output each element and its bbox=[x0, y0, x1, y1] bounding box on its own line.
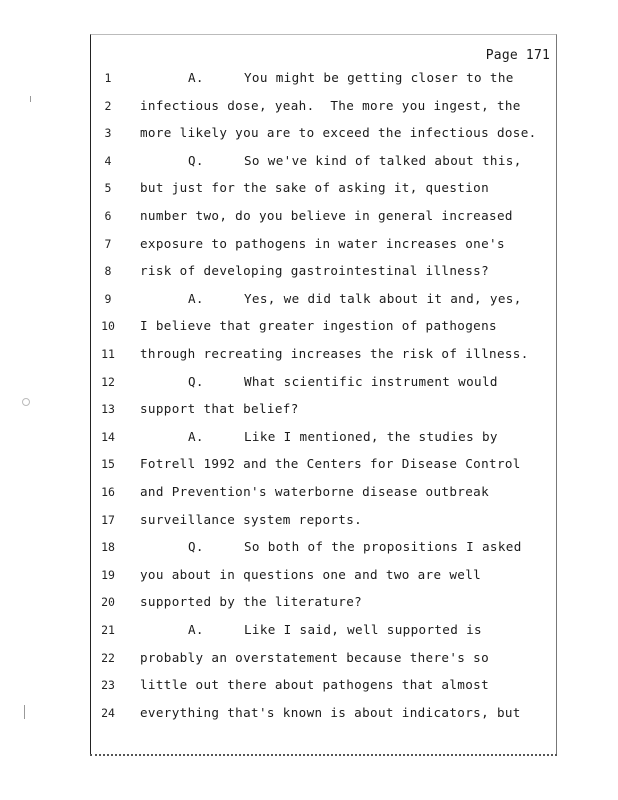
line-content: You might be getting closer to the bbox=[244, 70, 514, 85]
line-number: 16 bbox=[101, 485, 115, 499]
line-number: 5 bbox=[104, 181, 112, 196]
transcript-line bbox=[140, 456, 556, 471]
transcript-line bbox=[140, 70, 556, 85]
transcript-line bbox=[140, 263, 556, 278]
page-bottom-border bbox=[90, 754, 557, 758]
binder-hole-mark bbox=[22, 398, 30, 406]
binder-edge-mark bbox=[30, 96, 31, 102]
transcript-line bbox=[140, 98, 556, 113]
speaker-label: A. bbox=[188, 428, 204, 444]
line-content: supported by the literature? bbox=[140, 594, 363, 610]
line-number: 19 bbox=[101, 567, 115, 582]
speaker-label: A. bbox=[188, 622, 204, 637]
transcript-line bbox=[140, 594, 556, 609]
page-number: Page 171 bbox=[485, 48, 550, 63]
transcript-line bbox=[140, 484, 556, 499]
line-content: risk of developing gastrointestinal illness? bbox=[140, 263, 490, 279]
transcript-line bbox=[140, 705, 556, 720]
line-content: you about in questions one and two are well bbox=[140, 566, 482, 582]
speaker-label: Q. bbox=[188, 152, 204, 168]
line-number: 10 bbox=[101, 319, 115, 334]
transcript-line bbox=[140, 208, 556, 223]
transcript-line bbox=[140, 180, 556, 195]
transcript-line bbox=[140, 512, 556, 527]
transcript-line bbox=[140, 236, 556, 251]
line-number: 22 bbox=[101, 650, 115, 665]
transcript-line bbox=[140, 125, 556, 140]
line-content: probably an overstatement because there's so bbox=[140, 649, 490, 665]
line-number: 18 bbox=[101, 540, 115, 555]
line-content: surveillance system reports. bbox=[140, 511, 363, 527]
line-content: So both of the propositions I asked bbox=[244, 539, 522, 555]
line-content: I believe that greater ingestion of pathogens bbox=[140, 318, 497, 334]
line-content: Fotrell 1992 and the Centers for Disease Control bbox=[140, 456, 521, 472]
transcript-line bbox=[140, 567, 556, 582]
line-number: 15 bbox=[101, 457, 115, 472]
speaker-label: A. bbox=[188, 290, 204, 306]
line-number: 3 bbox=[104, 126, 112, 141]
speaker-label: Q. bbox=[188, 539, 204, 555]
transcript-line bbox=[140, 650, 556, 665]
transcript-line bbox=[140, 401, 556, 416]
line-number: 4 bbox=[104, 153, 112, 168]
line-number: 9 bbox=[104, 291, 112, 306]
line-content: but just for the sake of asking it, question bbox=[140, 180, 490, 196]
line-number: 23 bbox=[101, 678, 115, 693]
transcript-line bbox=[140, 677, 556, 692]
line-content: more likely you are to exceed the infectious dose. bbox=[140, 125, 537, 141]
line-content: little out there about pathogens that almost bbox=[140, 677, 490, 693]
line-content: Yes, we did talk about it and, yes, bbox=[244, 290, 522, 306]
line-number: 1 bbox=[104, 71, 112, 85]
line-content: So we've kind of talked about this, bbox=[244, 152, 522, 168]
line-content: through recreating increases the risk of illness. bbox=[140, 346, 529, 361]
binder-edge-mark bbox=[24, 705, 25, 719]
speaker-label: Q. bbox=[188, 373, 204, 389]
line-number: 20 bbox=[101, 595, 115, 610]
line-content: support that belief? bbox=[140, 401, 299, 417]
line-content: infectious dose, yeah. The more you ingest, the bbox=[140, 97, 521, 113]
transcript-line bbox=[140, 346, 556, 361]
transcript-line bbox=[140, 539, 556, 554]
line-number: 12 bbox=[101, 374, 115, 389]
transcript-line bbox=[140, 374, 556, 389]
line-number: 7 bbox=[104, 236, 112, 251]
transcript-line bbox=[140, 429, 556, 444]
line-number: 17 bbox=[101, 512, 115, 527]
transcript-line bbox=[140, 153, 556, 168]
transcript-line bbox=[140, 622, 556, 637]
line-content: Like I said, well supported is bbox=[244, 622, 482, 637]
line-content: number two, do you believe in general increased bbox=[140, 208, 513, 223]
line-content: Like I mentioned, the studies by bbox=[244, 428, 498, 444]
line-content: everything that's known is about indicators, but bbox=[140, 704, 521, 720]
line-number: 21 bbox=[101, 623, 115, 637]
speaker-label: A. bbox=[188, 70, 204, 85]
transcript-line bbox=[140, 318, 556, 333]
line-content: and Prevention's waterborne disease outbreak bbox=[140, 484, 490, 499]
line-content: exposure to pathogens in water increases one's bbox=[140, 235, 505, 251]
transcript-page-frame bbox=[90, 34, 557, 756]
line-number: 11 bbox=[101, 347, 115, 361]
transcript-line bbox=[140, 291, 556, 306]
line-number: 2 bbox=[104, 98, 112, 113]
line-number: 13 bbox=[101, 402, 115, 417]
line-content: What scientific instrument would bbox=[244, 373, 498, 389]
line-number: 24 bbox=[101, 705, 115, 720]
line-number: 14 bbox=[101, 429, 115, 444]
line-number: 8 bbox=[104, 264, 112, 279]
line-number: 6 bbox=[104, 209, 112, 223]
